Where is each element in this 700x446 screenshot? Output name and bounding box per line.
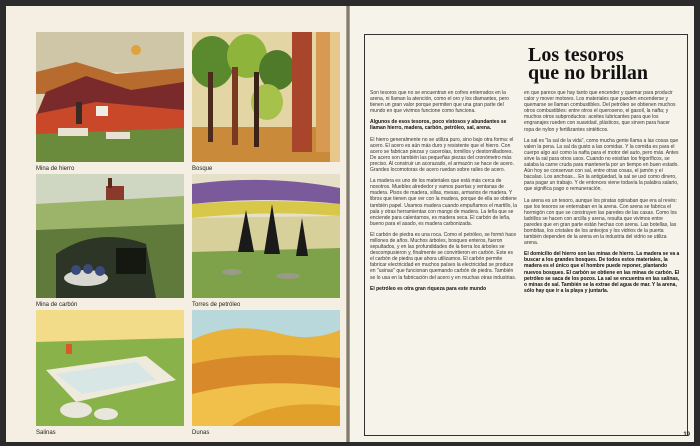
article-column-1 bbox=[370, 90, 518, 297]
dunes-illustration bbox=[192, 310, 340, 426]
left-page-illustrations bbox=[6, 6, 346, 442]
paragraph: El domicilio del hierro son las minas de hierro. La madera se va a buscar a los grandes bosques. De todos estos materiales, la madera es el único que el hombre puede reponer, plantando nuevos bosques. El carbón se obtiene en las minas de carbón. El petróleo se saca de los pozos. La sal se encuentra en las salinas, o minas de sal. También se la extrae del agua de mar. Y la arena, sólo hay que ir a la playa y juntarla. bbox=[524, 251, 680, 294]
caption-salt-flats: Salinas bbox=[36, 430, 56, 436]
salt-flats-illustration bbox=[36, 310, 184, 426]
caption-coal-mine: Mina de carbón bbox=[36, 302, 78, 308]
paragraph: La sal es "la sal de la vida", como mucha gente llama a las cosas que valen la pena. La sal da gusto a las comidas. Y la comida es para el cuerpo algo así como la nafta para el motor del auto, pero más. Antes sirve la sal para otros usos. Cuando no existían los frigoríficos, se salaba la carne cruda para mantenerla por un tiempo en buen estado. Aún hoy se conservan con sal, entre otras cosas, el jamón y el bacalao. Los anchoas... En la antigüedad, la sal se usó como dinero, para pagar un trabajo. Y de entonces viene todavía la palabra salario, que significa pago o remuneración. bbox=[524, 137, 679, 193]
caption-forest: Bosque bbox=[192, 166, 213, 172]
oil-towers-illustration bbox=[192, 174, 340, 298]
article-column-2 bbox=[524, 90, 680, 299]
paragraph: Son tesoros que no se encuentran en cofres enterrados en la arena, ni llaman la atención, como el oro y los diamantes, pero tienen un gran valor porque permiten que una gran parte del mundo en que vivimos funcione como funciona. bbox=[370, 90, 509, 115]
page-number: 19 bbox=[683, 432, 690, 438]
caption-iron-mine: Mina de hierro bbox=[36, 166, 75, 172]
paragraph: en que parece que hay tanto que encender y quemar para producir calor y mover motores. Los materiales que pueden encenderse y quemarse se llaman combustibles. Del petróleo se obtienen muchos otros combustibles: entre otros el queroseno, el gasoil, la nafta; y muchos otros subproductos: aceites lubricantes para que los engranajes rueden con suavidad, plásticos, que sirven para hacer ropa de nylon y fertilizantes sintéticos. bbox=[524, 90, 676, 133]
title-line-1: Los tesoros bbox=[528, 44, 624, 66]
caption-dunes: Dunas bbox=[192, 430, 210, 436]
article-title bbox=[528, 46, 688, 82]
paragraph: La madera es uno de los materiales que está más cerca de nosotros. Muebles alrededor y vamos puertas y ventanas de madera. Pisos de madera, sillas, mesas, armarios de madera. Y libros que tienen que ver con la madera, porque de ella se obtiene también papel. Usamos madera cuando empuñamos el martillo, la pala y otras herramientas con mango de madera. La leña que se enciende para calentarnos, es madera seca. El carbón de leña, bueno para el asado, es madera carbonizada. bbox=[370, 178, 518, 227]
paragraph: El carbón de piedra es una roca. Como el petróleo, se formó hace millones de años. Muchos árboles, bosques enteros, fueron sepultados, y en las profundidades de la tierra los árboles se descompusieron y, finalmente se convirtieron en carbón. Este es el carbón de piedra que ahora utilizamos. El carbón permite fabricar electricidad en muchos países la electricidad se produce en "usinas" que funcionan quemando carbón de piedra. También se lo usa en la fabricación del acero y en muchas otras industrias. bbox=[370, 231, 517, 281]
caption-oil-towers: Torres de petróleo bbox=[192, 302, 241, 308]
paragraph: El hierro generalmente no se utiliza puro, sino bajo otra forma: el acero. El acero es aún más duro y resistente que el hierro. Con acero se fabrican piezas y cacerolas, tornillos y destornilladores. De acero son también las pequeñas piezas del cronómetro más preciso. Al construir un acorazado, el armazón se hace de acero. Grandes locomotoras de acero ruedan sobre railes de acero. bbox=[370, 136, 514, 174]
paragraph: El petróleo es otra gran riqueza para este mundo bbox=[370, 285, 487, 292]
title-line-2: que no brillan bbox=[528, 62, 649, 84]
forest-illustration bbox=[192, 32, 340, 162]
paragraph: Algunos de esos tesoros, poco vistosos y abundantes se llaman hierro, madera, carbón, petróleo, sal, arena. bbox=[370, 119, 507, 132]
iron-mine-illustration bbox=[36, 32, 184, 162]
paragraph: La arena es un tesoro, aunque los piratas opinaban que era al revés: que los tesoros se enterraban en la arena. Con arena se fabrica el hormigón con que se construyen las paredes de las casas. Como los ladrillos se hacen con arcilla y arena, resulta que vivimos entre paredes que en gran parte están hechas con arena. Las botellas, las bombitas, los cristales de los anteojos y los vidrios de la puerta también dependen de la arena en la industria del vidrio se utiliza arena. bbox=[524, 197, 677, 247]
coal-mine-illustration bbox=[36, 174, 184, 298]
